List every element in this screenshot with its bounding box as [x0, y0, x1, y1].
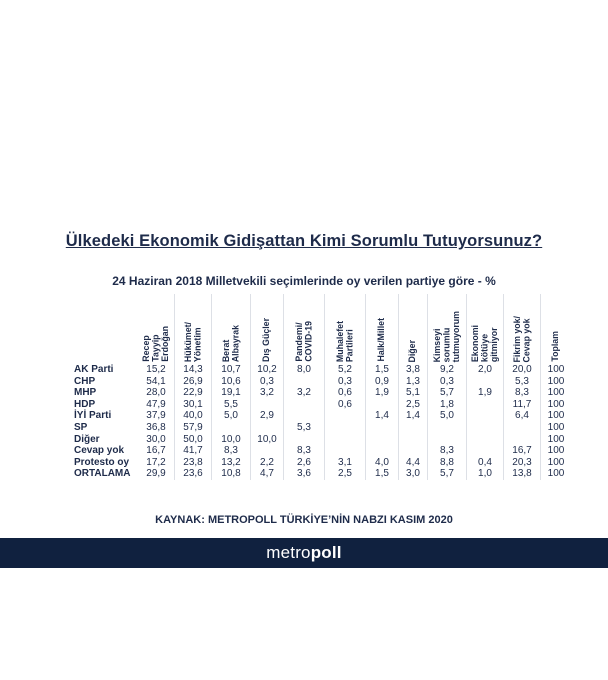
table-cell: 3,6 — [284, 468, 325, 480]
table-cell: 47,9 — [138, 399, 175, 411]
table-cell: 8,0 — [284, 364, 325, 376]
column-header — [504, 294, 541, 364]
table-cell — [251, 445, 284, 457]
table-cell: 5,3 — [284, 422, 325, 434]
table-cell: 100 — [547, 398, 565, 410]
table-row — [74, 445, 571, 457]
table-cell: 20,3 — [504, 457, 541, 469]
table-cell — [325, 410, 366, 422]
row-label: AK Parti — [74, 364, 114, 375]
table-cell — [399, 422, 428, 434]
table-cell — [251, 422, 284, 434]
table-cell: 10,2 — [251, 364, 284, 376]
table-cell — [467, 445, 504, 457]
column-header-label: Pandemi/ COVID-19 — [293, 321, 313, 362]
table-cell: 1,9 — [467, 387, 504, 399]
table-cell: 1,4 — [399, 410, 428, 422]
row-header-corner — [74, 294, 138, 364]
table-row — [74, 468, 571, 480]
table-cell: 13,8 — [504, 468, 541, 480]
results-table-container — [74, 294, 571, 480]
column-header-label: Berat Albayrak — [220, 324, 240, 362]
table-cell: 3,2 — [284, 387, 325, 399]
table-row — [74, 376, 571, 388]
table-cell: 100 — [547, 456, 565, 468]
table-cell: 100 — [547, 421, 565, 433]
row-label: Cevap yok — [74, 445, 125, 457]
table-cell: 2,6 — [284, 457, 325, 469]
table-cell: 4,4 — [399, 457, 428, 469]
table-cell: 5,7 — [428, 387, 467, 399]
table-cell: 1,5 — [366, 468, 399, 480]
table-cell: 0,3 — [325, 376, 366, 388]
results-table — [74, 294, 571, 480]
row-label: ORTALAMA — [74, 468, 131, 480]
table-cell: 5,1 — [399, 387, 428, 399]
table-cell: 3,2 — [251, 387, 284, 399]
table-cell: 15,2 — [138, 364, 175, 376]
table-row — [74, 364, 571, 376]
table-cell: 5,5 — [212, 399, 251, 411]
column-header-label: Dış Güçler — [261, 317, 272, 362]
table-cell: 10,6 — [212, 376, 251, 388]
column-header-label: Fikrim yok/ Cevap yok — [511, 315, 531, 362]
header-row — [74, 294, 571, 364]
table-cell: 16,7 — [138, 445, 175, 457]
table-cell: 40,0 — [175, 410, 212, 422]
table-cell: 100 — [547, 445, 565, 457]
table-cell: 1,8 — [428, 399, 467, 411]
table-cell — [428, 422, 467, 434]
table-cell: 100 — [547, 468, 565, 480]
table-cell: 8,8 — [428, 457, 467, 469]
table-cell: 50,0 — [175, 434, 212, 446]
column-header-label: Ekonomi kötüye gitmiyor — [469, 324, 499, 362]
logo-bold-part: poll — [310, 543, 342, 562]
table-cell: 1,3 — [399, 376, 428, 388]
table-cell: 41,7 — [175, 445, 212, 457]
table-cell: 6,4 — [504, 410, 541, 422]
table-cell: 3,0 — [399, 468, 428, 480]
row-label: SP — [74, 421, 88, 433]
table-cell — [467, 399, 504, 411]
table-cell: 100 — [547, 387, 565, 399]
column-header-label: Muhalefet Partileri — [334, 320, 354, 362]
table-cell — [366, 445, 399, 457]
table-cell — [504, 434, 541, 446]
table-cell: 4,7 — [251, 468, 284, 480]
table-cell: 22,9 — [175, 387, 212, 399]
table-cell: 30,1 — [175, 399, 212, 411]
column-header — [284, 294, 325, 364]
table-cell: 2,9 — [251, 410, 284, 422]
table-cell: 2,2 — [251, 457, 284, 469]
table-cell — [325, 445, 366, 457]
table-cell — [212, 422, 251, 434]
table-cell: 10,7 — [212, 364, 251, 376]
table-cell — [284, 376, 325, 388]
table-cell: 20,0 — [504, 364, 541, 376]
table-cell: 10,0 — [251, 434, 284, 446]
table-cell: 5,7 — [428, 468, 467, 480]
table-cell: 5,3 — [504, 376, 541, 388]
table-cell: 8,3 — [428, 445, 467, 457]
row-label: Diğer — [74, 433, 100, 445]
column-header — [175, 294, 212, 364]
table-cell — [504, 422, 541, 434]
table-cell: 100 — [547, 410, 565, 422]
column-header — [325, 294, 366, 364]
table-cell: 13,2 — [212, 457, 251, 469]
page-title: Ülkedeki Ekonomik Gidişattan Kimi Sorumlu Tutuyorsunuz? — [65, 232, 543, 250]
table-cell: 100 — [547, 364, 565, 375]
table-row — [74, 399, 571, 411]
table-cell: 10,0 — [212, 434, 251, 446]
column-header — [541, 294, 572, 364]
table-cell — [467, 376, 504, 388]
column-header-label: Hükümet/ Yönetim — [182, 321, 202, 362]
row-label: MHP — [74, 387, 97, 399]
column-header — [467, 294, 504, 364]
table-cell: 28,0 — [138, 387, 175, 399]
row-label: İYİ Parti — [74, 410, 112, 422]
table-row — [74, 422, 571, 434]
table-cell: 8,3 — [504, 387, 541, 399]
logo-light-part: metro — [266, 543, 311, 562]
column-header — [428, 294, 467, 364]
table-cell — [325, 422, 366, 434]
row-label: CHP — [74, 375, 96, 387]
table-cell: 1,0 — [467, 468, 504, 480]
table-cell: 0,6 — [325, 387, 366, 399]
table-cell — [467, 434, 504, 446]
table-cell: 8,3 — [284, 445, 325, 457]
table-cell: 26,9 — [175, 376, 212, 388]
table-cell — [366, 434, 399, 446]
table-cell — [325, 434, 366, 446]
table-cell: 1,9 — [366, 387, 399, 399]
table-cell — [467, 422, 504, 434]
table-cell: 36,8 — [138, 422, 175, 434]
table-cell: 3,1 — [325, 457, 366, 469]
table-cell: 57,9 — [175, 422, 212, 434]
table-cell: 3,8 — [399, 364, 428, 376]
table-cell: 100 — [547, 375, 565, 387]
table-cell: 2,5 — [325, 468, 366, 480]
table-cell: 30,0 — [138, 434, 175, 446]
table-cell — [366, 399, 399, 411]
source-note: KAYNAK: METROPOLL TÜRKİYE’NİN NABZI KASIM 2020 — [155, 514, 453, 526]
table-row — [74, 434, 571, 446]
table-cell: 9,2 — [428, 364, 467, 376]
table-cell: 10,8 — [212, 468, 251, 480]
table-cell — [399, 445, 428, 457]
table-cell: 2,5 — [399, 399, 428, 411]
table-cell: 23,6 — [175, 468, 212, 480]
table-cell: 0,3 — [251, 376, 284, 388]
table-cell: 1,4 — [366, 410, 399, 422]
table-cell: 2,0 — [467, 364, 504, 376]
table-cell: 23,8 — [175, 457, 212, 469]
column-header — [399, 294, 428, 364]
column-header-label: Recep Tayyip Erdoğan — [140, 326, 170, 362]
table-cell: 17,2 — [138, 457, 175, 469]
table-cell: 11,7 — [504, 399, 541, 411]
table-row — [74, 410, 571, 422]
column-header-label: Kimseyi sorumlu tutmuyorum — [431, 310, 461, 362]
column-header-label: Toplam — [550, 331, 561, 362]
table-cell — [467, 410, 504, 422]
table-cell: 29,9 — [138, 468, 175, 480]
table-cell: 0,9 — [366, 376, 399, 388]
table-cell: 1,5 — [366, 364, 399, 376]
table-cell — [284, 410, 325, 422]
table-cell — [284, 399, 325, 411]
column-header — [366, 294, 399, 364]
table-cell — [366, 422, 399, 434]
table-cell: 0,3 — [428, 376, 467, 388]
table-cell — [428, 434, 467, 446]
table-cell — [284, 434, 325, 446]
table-cell: 5,0 — [212, 410, 251, 422]
table-cell: 4,0 — [366, 457, 399, 469]
table-cell: 14,3 — [175, 364, 212, 376]
column-header-label: Halk/Millet — [376, 318, 387, 362]
column-header-label: Diğer — [407, 339, 418, 362]
table-cell — [399, 434, 428, 446]
table-cell: 16,7 — [504, 445, 541, 457]
table-row — [74, 457, 571, 469]
table-cell: 5,2 — [325, 364, 366, 376]
table-cell: 0,4 — [467, 457, 504, 469]
subtitle: 24 Haziran 2018 Milletvekili seçimlerinde oy verilen partiye göre - % — [112, 274, 496, 288]
table-body — [74, 364, 571, 480]
table-cell: 37,9 — [138, 410, 175, 422]
table-cell: 8,3 — [212, 445, 251, 457]
row-label: HDP — [74, 398, 96, 410]
metropoll-logo — [266, 543, 341, 563]
column-header — [138, 294, 175, 364]
table-cell: 0,6 — [325, 399, 366, 411]
table-cell: 5,0 — [428, 410, 467, 422]
footer-bar — [0, 538, 608, 568]
column-header — [212, 294, 251, 364]
table-row — [74, 387, 571, 399]
column-header — [251, 294, 284, 364]
table-cell: 100 — [547, 433, 565, 445]
table-cell — [251, 399, 284, 411]
table-cell: 19,1 — [212, 387, 251, 399]
table-cell: 54,1 — [138, 376, 175, 388]
row-label: Protesto oy — [74, 456, 130, 468]
